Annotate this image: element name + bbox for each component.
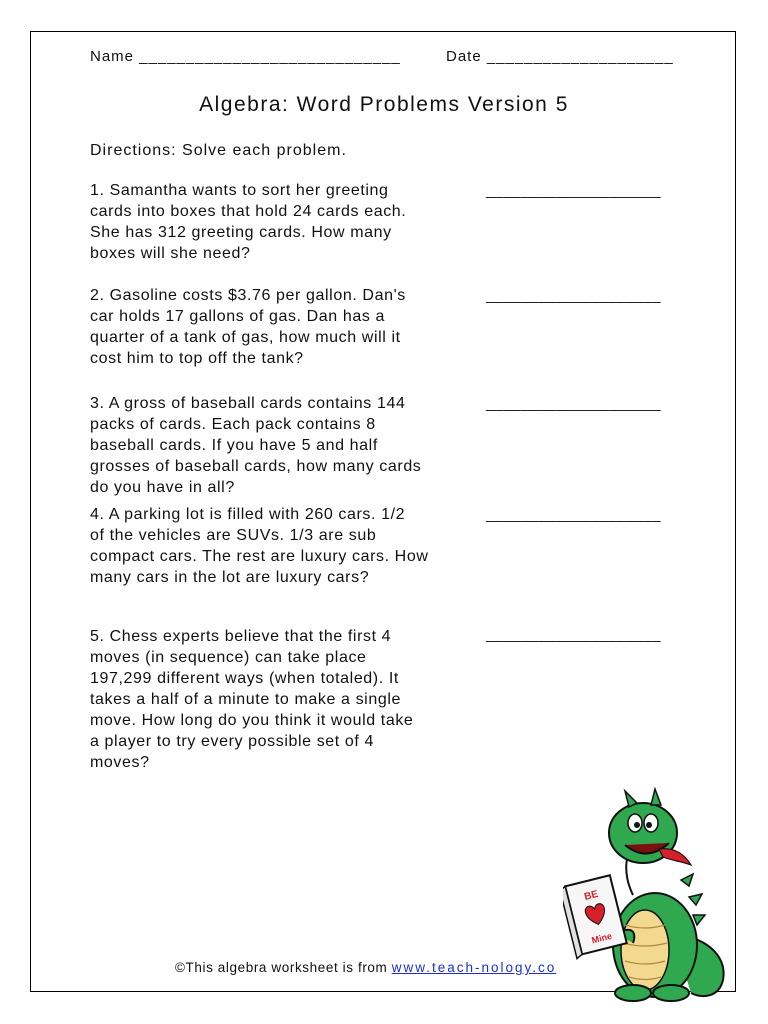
valentine-card <box>563 875 627 958</box>
dragon-foot-left <box>615 985 651 1001</box>
problem-2: 2. Gasoline costs $3.76 per gallon. Dan's car holds 17 gallons of gas. Dan has a quarter of a tank of gas, how much will it cost him to top off the tank? <box>90 287 406 367</box>
answer-line-3: ____________________ <box>486 395 661 412</box>
answer-line-4: ____________________ <box>486 506 661 523</box>
name-field-label: Name ____________________________ <box>90 48 401 65</box>
problem-1: 1. Samantha wants to sort her greeting cards into boxes that hold 24 cards each. She has 312 greeting cards. How many boxes will she need? <box>90 182 407 262</box>
dragon-pupil-left <box>634 822 640 828</box>
dragon-tongue <box>659 849 691 865</box>
dragon-belly <box>621 910 669 990</box>
dragon-foot-right <box>653 985 689 1001</box>
problem-5: 5. Chess experts believe that the first 4 moves (in sequence) can take place 197,299 different ways (when totaled). It takes a half of a minute to make a single move. How long do you think it would take a player to try every possible set of 4 moves? <box>90 628 414 771</box>
card-text-top: BE <box>583 888 600 903</box>
problem-3: 3. A gross of baseball cards contains 144 packs of cards. Each pack contains 8 baseball cards. If you have 5 and half grosses of baseball cards, how many cards do you have in all? <box>90 395 422 496</box>
answer-line-5: ____________________ <box>486 626 661 643</box>
problem-4: 4. A parking lot is filled with 260 cars. 1/2 of the vehicles are SUVs. 1/3 are sub compact cars. The rest are luxury cars. How many cars in the lot are luxury cars? <box>90 506 429 586</box>
footer-credit <box>175 960 556 975</box>
dragon-mascot-icon <box>563 785 733 1005</box>
worksheet-title: Algebra: Word Problems Version 5 <box>199 93 569 116</box>
footer-link[interactable]: www.teach-nology.co <box>391 960 557 975</box>
card-text-bottom: Mine <box>590 930 613 946</box>
date-field-label: Date ____________________ <box>446 48 674 65</box>
answer-line-1: ____________________ <box>486 182 661 199</box>
answer-line-2: ____________________ <box>486 287 661 304</box>
directions-text: Directions: Solve each problem. <box>90 142 347 159</box>
dragon-pupil-right <box>646 822 652 828</box>
footer-prefix: ©This algebra worksheet is from <box>175 960 392 975</box>
